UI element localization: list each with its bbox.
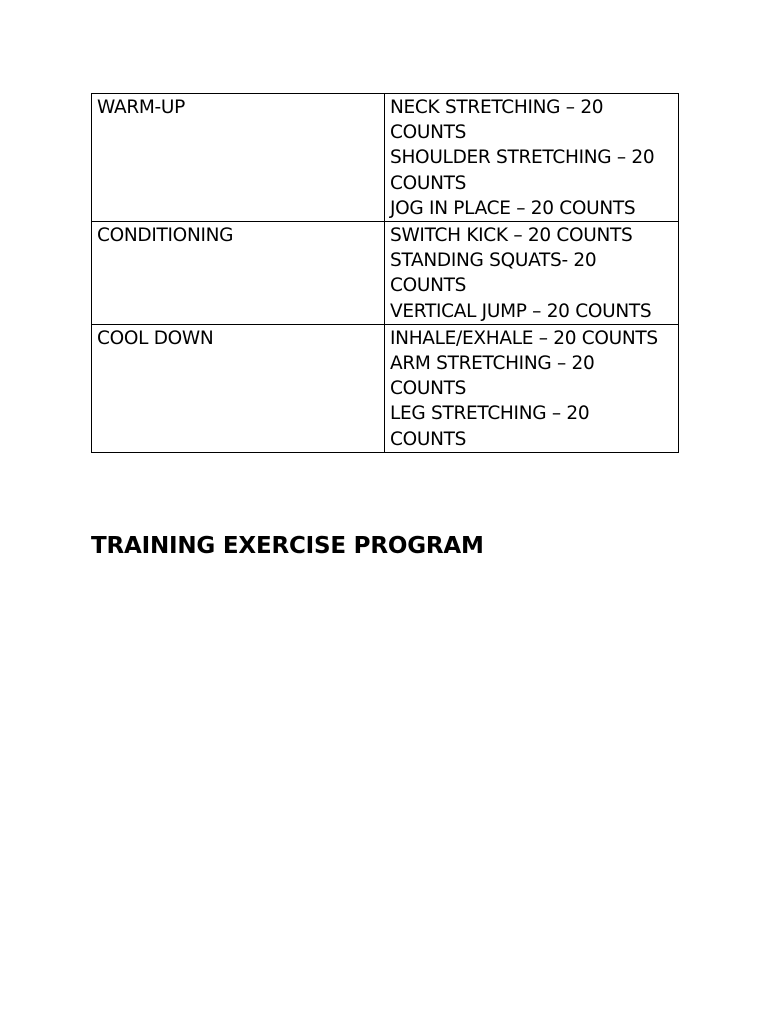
exercise-line: LEG STRETCHING – 20	[390, 403, 590, 425]
document-heading: TRAINING EXERCISE PROGRAM	[91, 533, 484, 559]
exercise-cell	[385, 94, 679, 222]
exercise-line: SWITCH KICK – 20 COUNTS	[390, 225, 633, 247]
phase-cell: COOL DOWN	[92, 324, 385, 452]
exercise-line: NECK STRETCHING – 20	[390, 97, 604, 118]
exercise-line: INHALE/EXHALE – 20 COUNTS	[390, 327, 658, 349]
exercise-cell	[385, 324, 679, 452]
exercise-line: COUNTS	[390, 172, 467, 194]
exercise-line: COUNTS	[390, 428, 467, 450]
exercise-line: COUNTS	[390, 275, 467, 297]
exercise-line: VERTICAL JUMP – 20 COUNTS	[390, 300, 652, 322]
exercise-line: COUNTS	[390, 378, 467, 400]
table-row-cool-down	[92, 324, 679, 452]
table-row-conditioning	[92, 222, 679, 325]
phase-cell: WARM-UP	[92, 94, 385, 222]
table-row-warm-up	[92, 94, 679, 222]
exercise-line: STANDING SQUATS- 20	[390, 250, 597, 272]
exercise-line: JOG IN PLACE – 20 COUNTS	[390, 197, 636, 219]
exercise-cell	[385, 222, 679, 325]
exercise-line: COUNTS	[390, 122, 467, 144]
exercise-table	[91, 93, 679, 453]
exercise-line: ARM STRETCHING – 20	[390, 353, 595, 375]
exercise-line: SHOULDER STRETCHING – 20	[390, 147, 655, 169]
phase-cell: CONDITIONING	[92, 222, 385, 325]
